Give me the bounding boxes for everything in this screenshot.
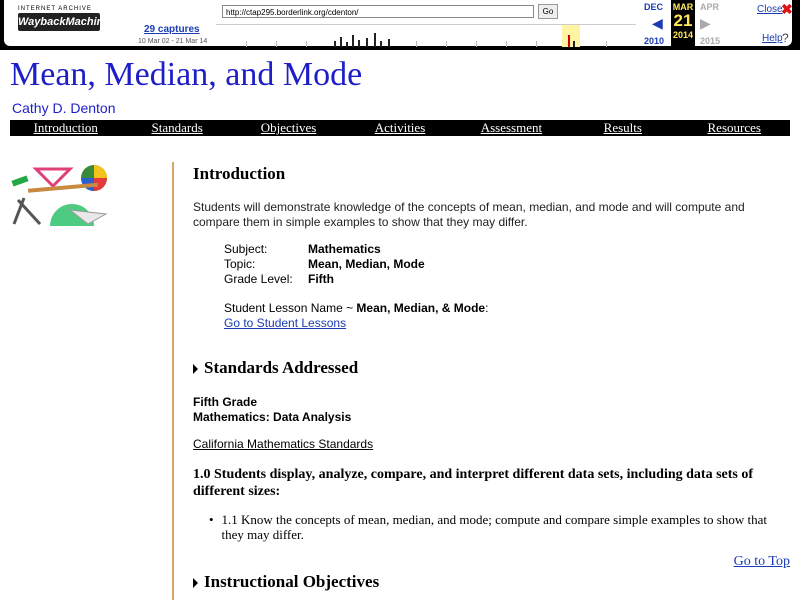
wayback-logo-top: INTERNET ARCHIVE — [18, 6, 92, 12]
sparkline-tick — [476, 41, 477, 47]
author-name: Cathy D. Denton — [12, 100, 116, 116]
sparkline-tick — [606, 41, 607, 47]
sparkline-bar — [380, 41, 382, 47]
intro-heading: Introduction — [193, 164, 286, 183]
nav-introduction[interactable]: Introduction — [33, 120, 98, 135]
prev-year[interactable]: 2010 — [644, 36, 665, 46]
nav-resources[interactable]: Resources — [707, 120, 761, 135]
sparkline-tick — [306, 41, 307, 47]
wayback-logo[interactable] — [18, 6, 110, 38]
california-standards-link[interactable]: California Mathematics Standards — [193, 437, 374, 451]
sparkline-bar — [346, 42, 348, 47]
wayback-toolbar — [0, 0, 800, 50]
sparkline-tick — [506, 41, 507, 47]
standard-statement: 1.0 Students display, analyze, compare, and interpret different data sets, including data sets of different sizes: — [193, 467, 754, 499]
sparkline-bar — [340, 37, 342, 47]
student-lessons-link[interactable]: Go to Student Lessons — [224, 316, 347, 330]
help-icon[interactable]: ? — [782, 31, 789, 45]
sparkline-bar — [568, 35, 570, 47]
standards-heading-text: Standards Addressed — [204, 358, 359, 377]
captures-range: 10 Mar 02 - 21 Mar 14 — [138, 38, 208, 45]
triangle-bullet-icon — [193, 578, 198, 588]
capture-sparkline[interactable] — [216, 24, 636, 47]
math-tools-clipart-icon — [10, 164, 114, 230]
standards-heading — [193, 358, 783, 378]
current-capture-date — [671, 0, 695, 46]
objectives-heading-text: Instructional Objectives — [204, 572, 380, 591]
wayback-logo-main: WaybackMachine — [18, 13, 100, 31]
standards-area: Mathematics: Data Analysis — [193, 410, 352, 424]
nav-standards[interactable]: Standards — [151, 120, 203, 135]
current-month: MAR — [672, 2, 694, 12]
sparkline-tick — [416, 41, 417, 47]
wayback-go-button[interactable]: Go — [538, 4, 558, 19]
lesson-value: Mean, Median, & Mode — [356, 301, 486, 315]
sparkline-bar — [352, 35, 354, 47]
sparkline-bar — [334, 41, 336, 47]
objectives-heading — [193, 572, 783, 592]
main-content — [193, 160, 790, 592]
next-year: 2015 — [700, 36, 721, 46]
prev-month[interactable]: DEC — [644, 2, 664, 12]
lesson-label: Student Lesson Name ~ — [224, 301, 357, 315]
lesson-colon: : — [485, 301, 489, 315]
next-arrow-icon: ▶ — [700, 15, 711, 31]
next-month: APR — [700, 2, 720, 12]
close-icon[interactable]: ✖ — [781, 1, 793, 17]
wayback-panel — [4, 0, 792, 46]
nav-objectives[interactable]: Objectives — [260, 120, 317, 135]
topic-value: Mean, Median, Mode — [308, 257, 425, 271]
bullet-dot-icon: • — [209, 512, 214, 527]
sparkline-tick — [246, 41, 247, 47]
wayback-url-input[interactable]: http://ctap295.borderlink.org/cdenton/ — [222, 5, 534, 18]
prev-arrow-icon[interactable]: ◀ — [652, 15, 663, 31]
sparkline-bar — [388, 39, 390, 47]
page-title: Mean, Median, and Mode — [10, 56, 363, 93]
standard-bullet — [209, 512, 783, 542]
sparkline-bar — [573, 41, 575, 47]
sparkline-tick — [276, 41, 277, 47]
sparkline-tick — [446, 41, 447, 47]
subject-value: Mathematics — [308, 242, 381, 256]
nav-activities[interactable]: Activities — [374, 120, 426, 135]
column-divider — [172, 162, 174, 600]
intro-text: Students will demonstrate knowledge of the concepts of mean, median, and mode and will compute and compare them in simple examples to show that they may differ. — [193, 200, 745, 229]
lesson-info — [224, 242, 783, 331]
topic-label: Topic: — [224, 257, 256, 271]
help-link[interactable]: Help — [762, 33, 783, 44]
standards-grade: Fifth Grade — [193, 395, 258, 409]
nav-assessment[interactable]: Assessment — [480, 120, 543, 135]
sparkline-bar — [358, 40, 360, 47]
captures-link[interactable]: 29 captures — [144, 24, 200, 35]
close-link[interactable]: Close — [757, 4, 783, 15]
standard-bullet-text: 1.1 Know the concepts of mean, median, and mode; compute and compare simple examples to show that they may differ. — [221, 512, 767, 542]
go-to-top-link[interactable]: Go to Top — [733, 554, 790, 569]
sparkline-bar — [366, 38, 368, 47]
subject-label: Subject: — [224, 242, 268, 256]
current-year: 2014 — [672, 30, 694, 40]
current-day: 21 — [673, 11, 693, 30]
grade-value: Fifth — [308, 272, 334, 286]
standards-grade-block — [193, 395, 783, 425]
main-nav — [10, 120, 790, 136]
sparkline-tick — [536, 41, 537, 47]
sparkline-current-year — [562, 25, 580, 47]
grade-label: Grade Level: — [224, 272, 293, 286]
nav-results[interactable]: Results — [603, 120, 642, 135]
sparkline-bar — [374, 33, 376, 47]
triangle-bullet-icon — [193, 364, 198, 374]
